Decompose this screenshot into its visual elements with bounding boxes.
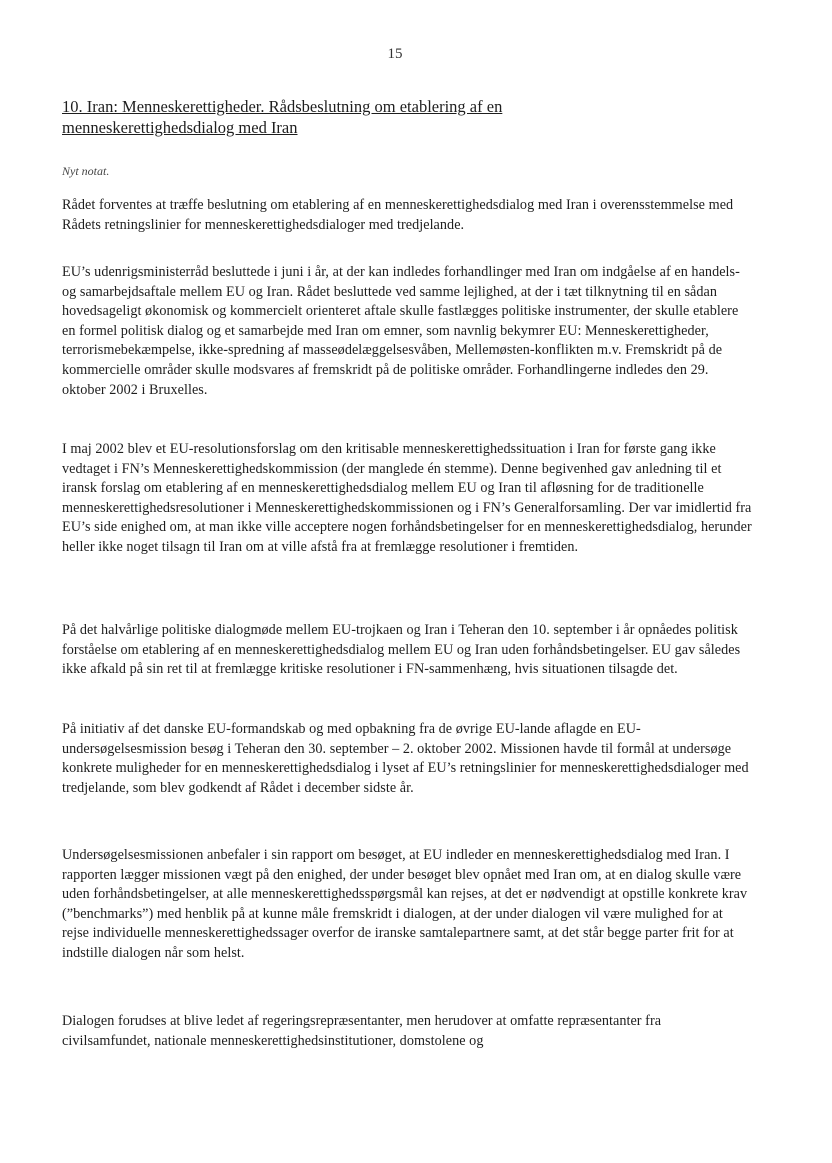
paragraph-2: EU’s udenrigsministerråd besluttede i juni i år, at der kan indledes forhandlinger med Iran om indgåelse af en handels- og samarbejdsaftale mellem EU og Iran. Rådet besluttede ved samme lejlighed, at der i tæt tilknytning til en sådan hovedsageligt økonomisk og kommercielt orienteret aftale skulle fastlægges politiske instrumenter, der skulle etablere en formel politisk dialog og et samarbejde med Iran om emner, som navnlig bekymrer EU: Menneskerettigheder, terrorismebekæmpelse, ikke-spredning af masseødelæggelsesvåben, Mellemøsten-konflikten m.v. Fremskridt på de kommercielle områder skulle modsvares af fremskridt på de politiske områder. Forhandlingerne indledes den 29. oktober 2002 i Bruxelles. <box>62 264 740 398</box>
paragraph-7: Dialogen forudses at blive ledet af regeringsrepræsentanter, men herudover at omfatte repræsentanter fra civilsamfundet, nationale menneskerettighedsinstitutioner, domstolene og <box>62 1013 662 1049</box>
paragraph-5: På initiativ af det danske EU-formandskab og med opbakning fra de øvrige EU-lande aflagde en EU-undersøgelsesmission besøg i Teheran den 30. september – 2. oktober 2002. Missionen havde til formål at undersøge konkrete muligheder for en menneskerettighedsdialog i lyset af EU’s retningslinier for menneskerettighedsdialoger med tredjelande, som blev godkendt af Rådet i december sidste år. <box>62 721 749 796</box>
paragraph-3: I maj 2002 blev et EU-resolutionsforslag om den kritisable menneskerettighedssituation i Iran for første gang ikke vedtaget i FN’s Menneskerettighedskommission (der manglede én stemme). Denne begivenhed gav anledning til et iransk forslag om etablering af en menneskerettighedsdialog mellem EU og Iran til afløsning for de traditionelle menneskerettighedsresolutioner i Menneskerettighedskommissionen og i FN’s Generalforsamling. Der var imidlertid fra EU’s side enighed om, at man ikke ville acceptere nogen forhåndsbetingelser for en menneskerettighedsdialog, herunder heller ikke noget tilsagn til Iran om at ville afstå fra at fremlægge resolutioner i fremtiden. <box>62 441 752 555</box>
page-number: 15 <box>387 46 403 62</box>
note-label: Nyt notat. <box>62 164 110 178</box>
paragraph-6: Undersøgelsesmissionen anbefaler i sin rapport om besøget, at EU indleder en menneskerettighedsdialog med Iran. I rapporten lægger missionen vægt på den enighed, der under besøget blev opnået med Iran om, at en dialog skulle være uden forhåndsbetingelser, at alle menneskerettighedsspørgsmål kan rejses, at det er nødvendigt at opstille konkrete krav (”benchmarks”) med henblik på at kunne måle fremskridt i dialogen, at der under dialogen vil være mulighed for at rejse individuelle menneskerettighedssager overfor de iranske samtalepartnere samt, at det står begge parter frit for at indstille dialogen når som helst. <box>62 847 748 961</box>
section-heading: 10. Iran: Menneskerettigheder. Rådsbeslutning om etablering af en menneskerettighedsdialog med Iran <box>62 97 503 137</box>
paragraph-1: Rådet forventes at træffe beslutning om etablering af en menneskerettighedsdialog med Iran i overensstemmelse med Rådets retningslinier for menneskerettighedsdialoger med tredjelande. <box>62 197 734 233</box>
paragraph-4: På det halvårlige politiske dialogmøde mellem EU-trojkaen og Iran i Teheran den 10. september i år opnåedes politisk forståelse om etablering af en menneskerettighedsdialog mellem EU og Iran uden forhåndsbetingelser. EU gav således ikke afkald på sin ret til at fremlægge kritiske resolutioner i FN-sammenhæng, hvis situationen tilsagde det. <box>62 622 741 678</box>
